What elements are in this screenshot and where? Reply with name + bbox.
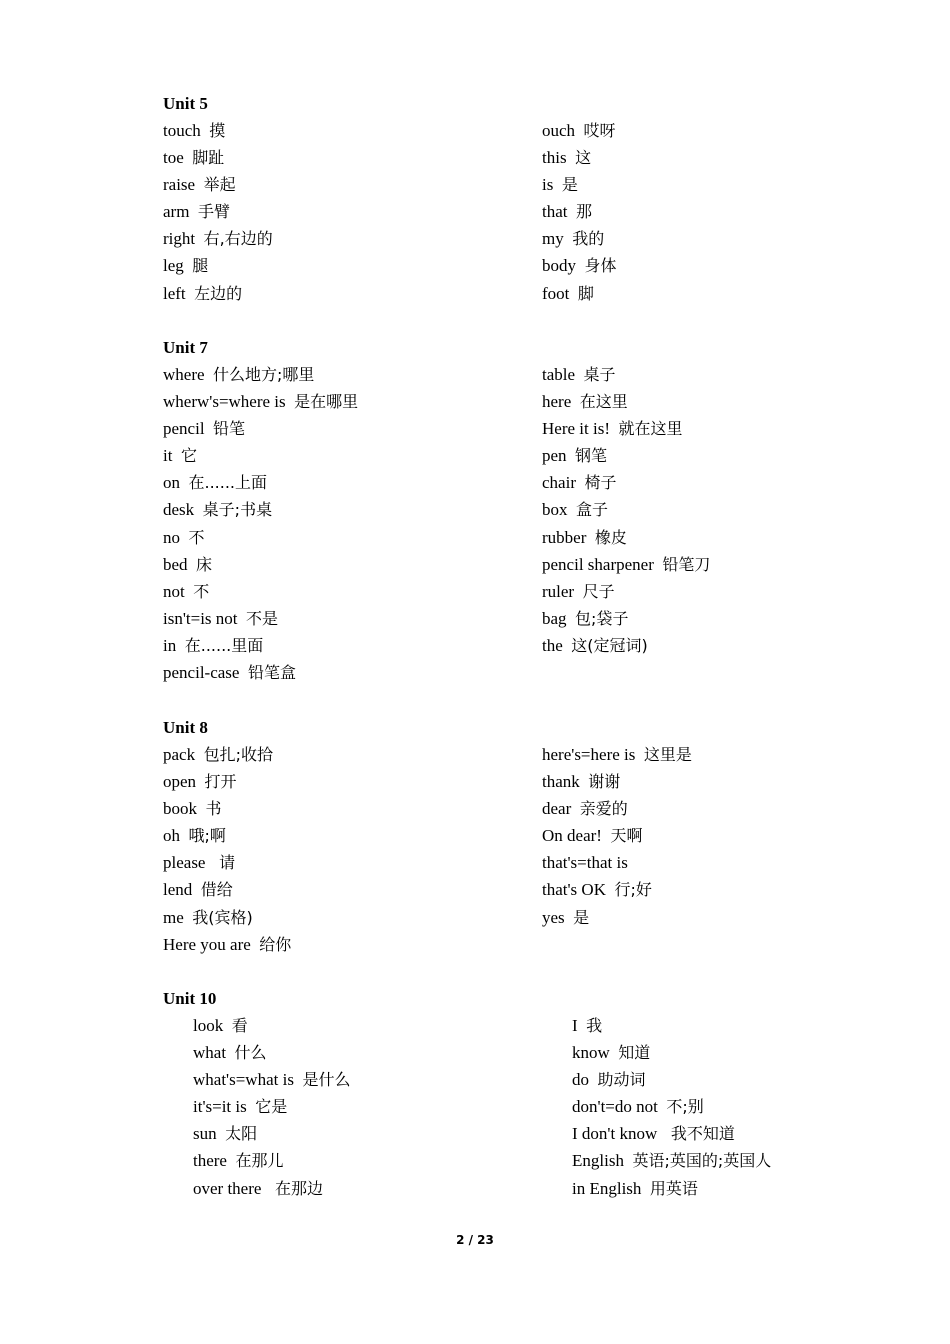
vocab-english: on xyxy=(163,473,180,493)
vocab-entry xyxy=(542,768,692,795)
vocab-english: no xyxy=(163,527,180,547)
vocab-entry xyxy=(163,280,273,307)
vocab-chinese: 不是 xyxy=(246,608,279,628)
vocab-english: my xyxy=(542,229,564,249)
vocab-entry xyxy=(542,605,710,632)
vocab-english: leg xyxy=(163,256,184,276)
vocab-chinese: 钢笔 xyxy=(575,446,608,466)
vocab-chinese: 什么 xyxy=(234,1043,267,1063)
vocab-english: don't=do not xyxy=(572,1097,658,1117)
vocab-english: in xyxy=(163,635,177,655)
vocab-entry xyxy=(542,795,692,822)
vocab-entry xyxy=(163,741,291,768)
vocab-chinese: 谢谢 xyxy=(588,772,621,792)
vocab-english: book xyxy=(163,799,197,819)
vocab-chinese: 看 xyxy=(231,1016,248,1035)
vocab-english: there xyxy=(193,1151,227,1171)
vocab-entry xyxy=(542,822,692,849)
vocab-chinese: 尺子 xyxy=(582,581,615,601)
vocab-english: bed xyxy=(163,554,188,574)
vocab-english: oh xyxy=(163,826,180,846)
vocab-chinese: 包;袋子 xyxy=(575,608,629,628)
vocab-english: dear xyxy=(542,799,572,819)
vocab-english: desk xyxy=(163,500,195,520)
vocab-entry xyxy=(572,1175,771,1202)
vocab-chinese: 知道 xyxy=(618,1043,651,1063)
vocab-english: the xyxy=(542,635,563,655)
vocab-entry xyxy=(542,469,710,496)
vocab-chinese: 椅子 xyxy=(584,473,617,493)
vocab-chinese: 是 xyxy=(573,907,590,927)
vocab-english: here xyxy=(542,392,572,412)
vocab-english: pencil xyxy=(163,419,205,439)
vocab-entry xyxy=(542,578,710,605)
vocab-entry xyxy=(193,1093,350,1120)
vocab-entry xyxy=(163,551,358,578)
vocab-entry xyxy=(163,578,358,605)
vocab-entry xyxy=(163,442,358,469)
vocab-chinese: 就在这里 xyxy=(618,419,683,439)
vocab-english: not xyxy=(163,581,185,601)
vocab-entry xyxy=(542,361,710,388)
vocab-column-right xyxy=(542,361,710,659)
vocab-entry xyxy=(163,931,291,958)
vocab-english: pen xyxy=(542,446,567,466)
vocab-entry xyxy=(542,144,617,171)
vocab-entry xyxy=(542,904,692,931)
vocab-entry xyxy=(542,252,617,279)
vocab-english: thank xyxy=(542,772,580,792)
vocab-entry xyxy=(542,442,710,469)
vocab-english: isn't=is not xyxy=(163,608,238,628)
vocab-chinese: 不 xyxy=(193,581,210,601)
vocab-english: pack xyxy=(163,745,196,764)
vocab-chinese: 在......里面 xyxy=(184,635,264,655)
vocab-entry xyxy=(163,361,358,388)
vocab-chinese: 打开 xyxy=(204,772,237,792)
vocab-entry xyxy=(163,415,358,442)
vocab-entry xyxy=(542,551,710,578)
vocab-chinese: 在那儿 xyxy=(235,1151,284,1171)
vocab-chinese: 什么地方;哪里 xyxy=(213,365,315,384)
vocab-entry xyxy=(163,849,291,876)
vocab-entry xyxy=(542,849,692,876)
vocab-chinese: 那 xyxy=(576,202,593,222)
vocab-chinese: 借给 xyxy=(200,880,233,900)
vocab-chinese: 它是 xyxy=(255,1097,288,1117)
vocab-english: I don't know xyxy=(572,1124,658,1144)
vocab-entry xyxy=(163,225,273,252)
vocab-english: left xyxy=(163,283,186,303)
vocab-entry xyxy=(572,1066,771,1093)
vocab-entry xyxy=(163,795,291,822)
unit-title: Unit 7 xyxy=(163,338,208,357)
vocab-english: sun xyxy=(193,1124,217,1144)
unit-title: Unit 10 xyxy=(163,989,217,1008)
vocab-chinese: 橡皮 xyxy=(594,527,627,547)
vocab-english: please xyxy=(163,853,206,873)
vocab-column-left xyxy=(163,741,291,958)
vocab-entry xyxy=(163,469,358,496)
vocab-english: that xyxy=(542,202,568,222)
vocab-entry xyxy=(163,822,291,849)
vocab-english: this xyxy=(542,148,567,168)
vocab-entry xyxy=(163,117,273,144)
vocab-entry xyxy=(542,524,710,551)
vocab-chinese: 哦;啊 xyxy=(188,826,226,846)
vocab-entry xyxy=(193,1120,350,1147)
vocab-chinese: 请 xyxy=(213,853,236,873)
vocab-chinese: 举起 xyxy=(203,175,236,195)
vocab-english: chair xyxy=(542,473,576,493)
vocab-entry xyxy=(163,144,273,171)
vocab-english: pencil-case xyxy=(163,663,240,683)
vocab-chinese: 英语;英国的;英国人 xyxy=(632,1151,772,1171)
vocab-chinese: 亲爱的 xyxy=(579,799,628,819)
vocab-entry xyxy=(193,1066,350,1093)
vocab-chinese: 脚趾 xyxy=(192,148,225,168)
vocab-english: wherw's=where is xyxy=(163,392,286,412)
vocab-english: Here you are xyxy=(163,934,251,954)
vocab-chinese: 用英语 xyxy=(649,1178,698,1198)
vocab-english: toe xyxy=(163,148,184,168)
vocab-english: that's OK xyxy=(542,880,606,900)
vocab-entry xyxy=(542,496,710,523)
vocab-entry xyxy=(542,198,617,225)
vocab-entry xyxy=(542,741,692,768)
vocab-chinese: 桌子;书桌 xyxy=(202,500,273,520)
vocab-chinese: 床 xyxy=(196,554,213,574)
vocab-entry xyxy=(163,198,273,225)
vocab-entry xyxy=(193,1147,350,1174)
vocab-entry xyxy=(572,1147,771,1174)
vocab-entry xyxy=(163,876,291,903)
vocab-english: what's=what is xyxy=(193,1070,294,1090)
vocab-chinese: 铅笔 xyxy=(213,419,246,439)
vocab-english: here's=here is xyxy=(542,745,636,764)
vocab-chinese: 我的 xyxy=(572,229,605,249)
vocab-chinese: 行;好 xyxy=(614,880,652,900)
vocab-english: I xyxy=(572,1016,578,1035)
vocab-chinese: 铅笔刀 xyxy=(662,554,711,574)
vocab-english: box xyxy=(542,500,568,520)
vocab-english: body xyxy=(542,256,576,276)
vocab-entry xyxy=(163,524,358,551)
vocab-english: arm xyxy=(163,202,190,222)
vocab-chinese: 我(宾格) xyxy=(192,907,253,927)
vocab-entry xyxy=(572,1012,771,1039)
vocab-english: right xyxy=(163,229,196,249)
vocab-chinese: 包扎;收拾 xyxy=(203,745,273,764)
vocab-english: touch xyxy=(163,121,201,140)
vocab-chinese: 左边的 xyxy=(194,283,243,303)
vocab-english: what xyxy=(193,1043,227,1063)
vocab-english: lend xyxy=(163,880,193,900)
vocab-chinese: 给你 xyxy=(259,934,292,954)
vocab-chinese: 是什么 xyxy=(302,1070,351,1090)
vocab-english: English xyxy=(572,1151,624,1171)
vocab-chinese: 这里是 xyxy=(643,745,692,764)
vocab-entry xyxy=(572,1120,771,1147)
vocab-entry xyxy=(542,280,617,307)
vocab-entry xyxy=(163,252,273,279)
unit-title: Unit 8 xyxy=(163,718,208,737)
vocab-entry xyxy=(542,225,617,252)
vocab-entry xyxy=(163,496,358,523)
vocab-chinese: 在那边 xyxy=(269,1178,324,1198)
vocab-column-right xyxy=(542,117,617,307)
vocab-chinese: 在......上面 xyxy=(188,473,268,493)
unit-title: Unit 5 xyxy=(163,94,208,113)
vocab-english: open xyxy=(163,772,197,792)
vocab-english: On dear! xyxy=(542,826,602,846)
vocab-chinese: 右,右边的 xyxy=(203,229,273,249)
vocab-english: know xyxy=(572,1043,610,1063)
vocab-entry xyxy=(542,388,710,415)
vocab-entry xyxy=(542,415,710,442)
vocab-chinese: 不 xyxy=(188,527,205,547)
vocab-chinese: 桌子 xyxy=(583,365,616,384)
vocab-english: look xyxy=(193,1016,224,1035)
vocab-entry xyxy=(193,1175,350,1202)
vocab-english: yes xyxy=(542,907,565,927)
vocab-chinese: 腿 xyxy=(192,256,209,276)
vocab-english: where xyxy=(163,365,205,384)
vocab-chinese: 天啊 xyxy=(610,826,643,846)
vocab-english: in English xyxy=(572,1178,642,1198)
vocab-chinese: 摸 xyxy=(209,121,226,140)
vocab-chinese: 手臂 xyxy=(197,202,230,222)
vocab-chinese: 是 xyxy=(561,175,578,195)
vocab-chinese: 在这里 xyxy=(579,392,628,412)
vocab-column-left xyxy=(193,1012,350,1202)
vocab-column-right xyxy=(572,1012,771,1202)
vocab-chinese: 铅笔盒 xyxy=(247,663,296,683)
vocab-english: me xyxy=(163,907,184,927)
vocab-english: raise xyxy=(163,175,196,195)
vocab-english: it xyxy=(163,446,173,466)
vocab-english: is xyxy=(542,175,554,195)
vocab-chinese: 是在哪里 xyxy=(294,392,359,412)
vocab-entry xyxy=(163,388,358,415)
vocab-column-left xyxy=(163,361,358,686)
vocab-english: do xyxy=(572,1070,589,1090)
vocab-english: Here it is! xyxy=(542,419,610,439)
vocab-english: rubber xyxy=(542,527,587,547)
vocab-chinese: 盒子 xyxy=(576,500,609,520)
vocab-entry xyxy=(193,1039,350,1066)
vocab-english: foot xyxy=(542,283,570,303)
vocab-entry xyxy=(163,659,358,686)
vocab-english: it's=it is xyxy=(193,1097,247,1117)
vocab-chinese: 助动词 xyxy=(597,1070,646,1090)
vocab-english: bag xyxy=(542,608,567,628)
vocab-chinese: 书 xyxy=(205,799,222,819)
vocab-english: ouch xyxy=(542,121,576,140)
vocab-chinese: 脚 xyxy=(577,283,594,303)
vocab-chinese: 这(定冠词) xyxy=(571,635,648,655)
page-number: 2 / 23 xyxy=(456,1233,494,1247)
vocab-english: ruler xyxy=(542,581,575,601)
vocab-entry xyxy=(542,876,692,903)
vocab-entry xyxy=(572,1039,771,1066)
vocab-entry xyxy=(163,605,358,632)
vocab-entry xyxy=(163,768,291,795)
vocab-english: table xyxy=(542,365,576,384)
vocab-entry xyxy=(193,1012,350,1039)
vocab-chinese: 我不知道 xyxy=(665,1124,735,1144)
vocab-chinese: 身体 xyxy=(584,256,617,276)
vocab-entry xyxy=(542,117,617,144)
vocab-chinese: 它 xyxy=(180,446,197,466)
vocab-column-right xyxy=(542,741,692,931)
vocab-entry xyxy=(542,632,710,659)
vocab-english: over there xyxy=(193,1178,262,1198)
vocab-column-left xyxy=(163,117,273,307)
vocab-entry xyxy=(163,632,358,659)
vocab-entry xyxy=(542,171,617,198)
vocab-chinese: 这 xyxy=(575,148,592,168)
vocab-chinese: 哎呀 xyxy=(583,121,616,140)
vocab-chinese: 我 xyxy=(586,1016,603,1035)
vocab-english: pencil sharpener xyxy=(542,554,654,574)
vocab-entry xyxy=(163,171,273,198)
vocab-entry xyxy=(163,904,291,931)
vocab-chinese: 不;别 xyxy=(666,1097,704,1117)
vocab-english: that's=that is xyxy=(542,853,628,873)
vocab-entry xyxy=(572,1093,771,1120)
vocab-chinese: 太阳 xyxy=(225,1124,258,1144)
